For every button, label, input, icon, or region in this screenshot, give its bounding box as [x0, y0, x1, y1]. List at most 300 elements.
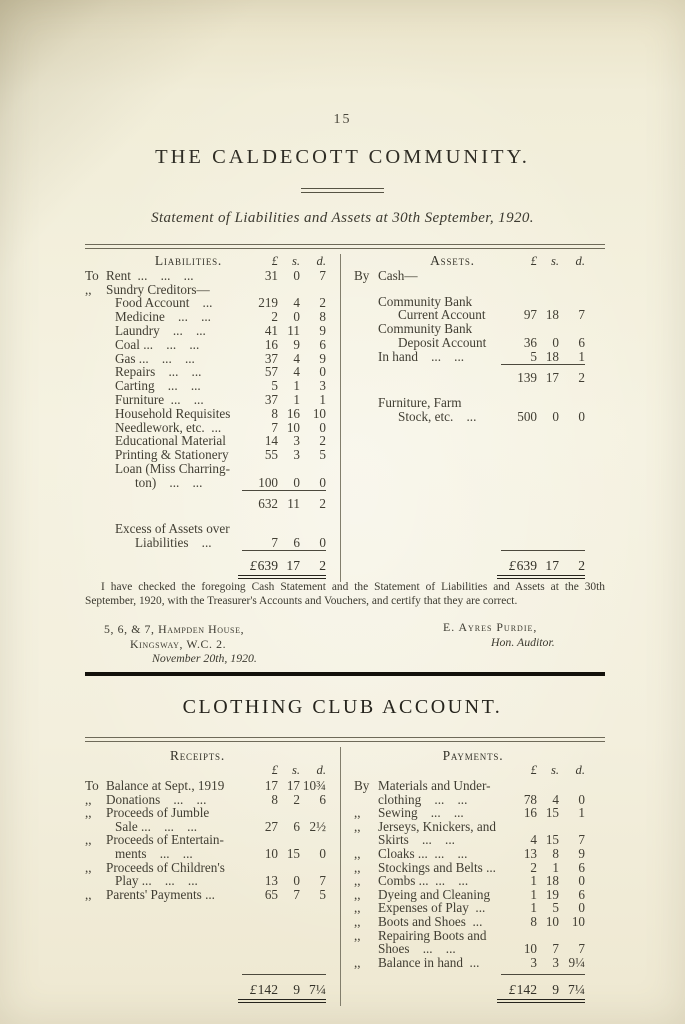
- pence-column-header: d.: [575, 254, 585, 268]
- amount-pence: 6: [578, 886, 585, 902]
- amount-shillings: 4: [552, 791, 559, 807]
- pounds-column-header: £: [271, 254, 278, 268]
- ditto-mark: ,,: [354, 886, 361, 902]
- amount-shillings: 1: [552, 859, 559, 875]
- total-row: [85, 981, 340, 997]
- amount-shillings: 11: [287, 322, 300, 338]
- amount-rule: [85, 550, 340, 557]
- amount-pounds: 27: [264, 818, 278, 834]
- ledger-row: [341, 350, 605, 364]
- amount-pounds: 78: [523, 791, 537, 807]
- ledger-row: [341, 308, 605, 322]
- row-label: ,, Balance in hand ...: [354, 954, 480, 970]
- amount-pounds: 219: [258, 295, 278, 311]
- amount-pounds: 16: [264, 336, 278, 352]
- amount-pounds: 1: [530, 900, 537, 916]
- row-label: Carting ... ...: [115, 378, 201, 394]
- row-label: ,, Sundry Creditors—: [85, 281, 210, 297]
- document-title: THE CALDECOTT COMMUNITY.: [155, 146, 530, 168]
- amount-shillings: 18: [545, 307, 559, 323]
- amount-pounds: 2: [271, 309, 278, 325]
- row-label: Food Account ...: [115, 295, 213, 311]
- ledger-row: [85, 296, 340, 310]
- amount-pence: 0: [578, 791, 585, 807]
- amount-pounds: 10: [264, 845, 278, 861]
- total-row: [341, 557, 605, 573]
- ledger-row: [341, 847, 605, 861]
- ledger-row: [341, 861, 605, 875]
- ledger-row: [341, 322, 605, 336]
- amount-shillings: 0: [293, 474, 300, 490]
- row-label: ,, Stockings and Belts ...: [354, 859, 496, 875]
- ledger-row: [85, 522, 340, 536]
- row-label: Community Bank: [378, 293, 473, 309]
- amount-pence: 7: [319, 873, 326, 889]
- ledger-row: [85, 476, 340, 490]
- amount-pounds: 7: [271, 419, 278, 435]
- row-label: ,, Dyeing and Cleaning: [354, 886, 491, 902]
- page-number: 15: [333, 112, 352, 127]
- amount-shillings: 17: [545, 557, 559, 573]
- table-top-rule: [85, 244, 605, 249]
- rule-line: [501, 974, 585, 981]
- ditto-mark: ,,: [85, 281, 92, 297]
- auditor-name: E. Ayres Purdie,: [443, 620, 538, 634]
- row-prefix: To: [85, 267, 99, 283]
- ledger-row: [341, 779, 605, 793]
- ledger-row: [85, 434, 340, 448]
- amount-shillings: 7: [552, 941, 559, 957]
- row-label: In hand ... ...: [378, 348, 465, 364]
- row-label: Sale ... ... ...: [115, 818, 198, 834]
- amount-pence: 10: [571, 913, 585, 929]
- amount-pounds: 8: [271, 791, 278, 807]
- row-label: Furniture, Farm: [378, 395, 462, 411]
- amount-pence: 6: [578, 334, 585, 350]
- ledger-row: [341, 295, 605, 309]
- row-label: ,, Sewing ... ...: [354, 805, 464, 821]
- amount-pence: 7: [578, 832, 585, 848]
- statement-table: [85, 244, 605, 582]
- row-label: Current Account: [398, 307, 486, 323]
- receipts-rows: [85, 779, 340, 1006]
- row-prefix: By: [354, 267, 370, 283]
- row-label: Educational Material: [115, 433, 226, 449]
- ledger-row: [85, 269, 340, 283]
- amount-shillings: 17: [286, 557, 300, 573]
- statement-subtitle: Statement of Liabilities and Assets at 30th September, 1920.: [151, 210, 534, 226]
- amount-pounds: 8: [530, 913, 537, 929]
- ledger-row: [341, 874, 605, 888]
- amount-pence: 10: [312, 405, 326, 421]
- ledger-row: [85, 888, 340, 902]
- row-label: Furniture ... ...: [115, 391, 204, 407]
- amount-pence: 1: [578, 348, 585, 364]
- row-label: To Rent ... ... ...: [85, 267, 194, 283]
- rule-line: [501, 364, 585, 371]
- clothing-club-title: CLOTHING CLUB ACCOUNT.: [182, 696, 503, 718]
- row-label: ,, Proceeds of Jumble: [85, 805, 210, 821]
- payments-rows: [341, 779, 605, 1006]
- assets-header: [341, 254, 605, 269]
- payments-title: Payments.: [442, 748, 504, 763]
- amount-pence: 1: [578, 805, 585, 821]
- ledger-row: [85, 847, 340, 861]
- row-gap: [341, 283, 605, 295]
- amount-shillings: 9: [552, 982, 559, 998]
- row-label: Laundry ... ...: [115, 322, 206, 338]
- amount-shillings: 17: [545, 369, 559, 385]
- amount-pence: 0: [578, 409, 585, 425]
- amount-pence: 5: [319, 447, 326, 463]
- amount-pounds: 65: [264, 886, 278, 902]
- receipts-title: Receipts.: [169, 748, 226, 763]
- amount-pence: 0: [319, 364, 326, 380]
- ledger-row: [85, 379, 340, 393]
- assets-column: [341, 254, 605, 582]
- ledger-row: [85, 806, 340, 820]
- row-label: ,, Jerseys, Knickers, and: [354, 818, 496, 834]
- ledger-row: [341, 410, 605, 424]
- liabilities-rows: [85, 269, 340, 582]
- amount-pounds: 4: [530, 832, 537, 848]
- amount-shillings: 2: [293, 791, 300, 807]
- row-label: ,, Boots and Shoes ...: [354, 913, 483, 929]
- ledger-row: [341, 793, 605, 807]
- ledger-row: [85, 365, 340, 379]
- amount-rule: [85, 974, 340, 981]
- rule-line: [497, 575, 585, 580]
- amount-pounds: £639: [508, 557, 537, 573]
- audit-date: November 20th, 1920.: [152, 651, 257, 665]
- address-line-2: Kingsway, W.C. 2.: [130, 636, 227, 651]
- row-label: ,, Expenses of Play ...: [354, 900, 486, 916]
- amount-pounds: £142: [508, 982, 537, 998]
- column-spacer: [341, 424, 605, 550]
- rule-line: [497, 999, 585, 1004]
- amount-pence: 1: [319, 391, 326, 407]
- amount-pence: 2: [578, 369, 585, 385]
- pence-column-header: d.: [316, 763, 326, 777]
- row-label: Printing & Stationery: [115, 447, 229, 463]
- shillings-column-header: s.: [550, 763, 559, 777]
- total-row: [341, 981, 605, 997]
- amount-pence: 5: [319, 886, 326, 902]
- ledger-row: [85, 324, 340, 338]
- amount-pence: 0: [578, 900, 585, 916]
- row-label: ,, Donations ... ...: [85, 791, 207, 807]
- amount-shillings: 0: [293, 309, 300, 325]
- rule-line: [242, 490, 326, 497]
- amount-shillings: 15: [545, 805, 559, 821]
- ditto-mark: ,,: [85, 791, 92, 807]
- ledger-row: [85, 793, 340, 807]
- amount-shillings: 6: [293, 535, 300, 551]
- ledger-row: [341, 888, 605, 902]
- receipts-column: [85, 747, 341, 1006]
- amount-pounds: 55: [264, 447, 278, 463]
- ledger-row: [85, 393, 340, 407]
- ditto-mark: ,,: [85, 886, 92, 902]
- amount-pounds: 8: [271, 405, 278, 421]
- payments-currency-header: [341, 764, 605, 779]
- ledger-row: [85, 861, 340, 875]
- amount-pounds: 57: [264, 364, 278, 380]
- ledger-row: [85, 352, 340, 366]
- ditto-mark: ,,: [354, 900, 361, 916]
- row-label: Needlework, etc. ...: [115, 419, 222, 435]
- amount-pence: 6: [319, 336, 326, 352]
- amount-shillings: 18: [545, 348, 559, 364]
- amount-pence: 7: [578, 307, 585, 323]
- amount-pounds: 5: [530, 348, 537, 364]
- row-label: Shoes ... ...: [378, 941, 456, 957]
- column-spacer: [85, 901, 340, 974]
- amount-rule: [341, 364, 605, 371]
- amount-shillings: 0: [293, 873, 300, 889]
- amount-pence: 7¼: [568, 982, 585, 998]
- ledger-row: [341, 929, 605, 943]
- ledger-row: [85, 310, 340, 324]
- amount-pounds: 5: [271, 378, 278, 394]
- ditto-mark: ,,: [85, 805, 92, 821]
- amount-pounds: 13: [264, 873, 278, 889]
- amount-shillings: 18: [545, 873, 559, 889]
- liabilities-title: Liabilities.: [154, 253, 223, 268]
- ledger-row: [85, 338, 340, 352]
- pound-sign: £: [249, 557, 257, 573]
- ledger-row: [85, 421, 340, 435]
- amount-pence: 9: [319, 322, 326, 338]
- audit-certification: I have checked the foregoing Cash Statement and the Statement of Liabilities and Assets at the 30th September, 1920, with the Treasurer's Accounts and Vouchers, and certify that they are correct.: [85, 581, 605, 607]
- amount-pence: 2: [578, 557, 585, 573]
- amount-pounds: 37: [264, 391, 278, 407]
- amount-pence: 6: [319, 791, 326, 807]
- address-line-1: 5, 6, & 7, Hampden House,: [104, 622, 245, 636]
- ditto-mark: ,,: [85, 859, 92, 875]
- rule-line: [501, 550, 585, 557]
- row-label: By Materials and Under-: [354, 778, 491, 793]
- amount-shillings: 0: [552, 334, 559, 350]
- amount-shillings: 3: [552, 954, 559, 970]
- total-row: [85, 557, 340, 573]
- amount-shillings: 11: [287, 495, 300, 511]
- ledger-row: [85, 283, 340, 297]
- ditto-mark: ,,: [354, 913, 361, 929]
- table-top-rule: [85, 737, 605, 742]
- ledger-row: [85, 407, 340, 421]
- amount-pounds: 97: [523, 307, 537, 323]
- amount-shillings: 15: [545, 832, 559, 848]
- shillings-column-header: s.: [291, 763, 300, 777]
- rule-line: [238, 575, 326, 580]
- ledger-row: [341, 942, 605, 956]
- pounds-column-header: £: [530, 254, 537, 268]
- pounds-column-header: £: [530, 763, 537, 777]
- amount-pounds: 41: [264, 322, 278, 338]
- ditto-mark: ,,: [354, 845, 361, 861]
- ledger-row: [341, 336, 605, 350]
- row-label: To Balance at Sept., 1919: [85, 778, 225, 793]
- pence-column-header: d.: [316, 254, 326, 268]
- pence-column-header: d.: [575, 763, 585, 777]
- row-label: Deposit Account: [398, 334, 487, 350]
- row-label: Liabilities ...: [135, 535, 212, 551]
- amount-shillings: 9: [293, 336, 300, 352]
- row-prefix: To: [85, 778, 99, 793]
- amount-shillings: 10: [545, 913, 559, 929]
- ledger-row: [341, 806, 605, 820]
- row-label: ,, Repairing Boots and: [354, 927, 487, 943]
- row-label: Household Requisites: [115, 405, 231, 421]
- amount-shillings: 16: [286, 405, 300, 421]
- total-double-rule: [341, 997, 605, 1007]
- ditto-mark: ,,: [354, 859, 361, 875]
- amount-pounds: 3: [530, 954, 537, 970]
- row-label: ,, Cloaks ... ... ...: [354, 845, 468, 861]
- amount-pence: 9: [319, 350, 326, 366]
- amount-shillings: 10: [286, 419, 300, 435]
- ledger-row: [341, 833, 605, 847]
- shillings-column-header: s.: [291, 254, 300, 268]
- row-label: ,, Parents' Payments ...: [85, 886, 215, 902]
- amount-shillings: 3: [293, 447, 300, 463]
- amount-pounds: 632: [258, 495, 278, 511]
- amount-shillings: 17: [286, 778, 300, 793]
- amount-pence: 2: [319, 295, 326, 311]
- ledger-row: [85, 497, 340, 511]
- amount-shillings: 1: [293, 378, 300, 394]
- amount-pounds: 10: [523, 941, 537, 957]
- title-double-rule: [301, 188, 384, 193]
- payments-column: [341, 747, 605, 1006]
- row-label: Play ... ... ...: [115, 873, 198, 889]
- amount-pence: 9¼: [568, 954, 585, 970]
- row-label: Medicine ... ...: [115, 309, 211, 325]
- amount-shillings: 5: [552, 900, 559, 916]
- row-label: Repairs ... ...: [115, 364, 202, 380]
- row-label: ments ... ...: [115, 845, 193, 861]
- receipts-currency-header: [85, 764, 340, 779]
- amount-pence: 6: [578, 859, 585, 875]
- auditor-title: Hon. Auditor.: [491, 635, 555, 649]
- ditto-mark: ,,: [354, 927, 361, 943]
- amount-shillings: 8: [552, 845, 559, 861]
- ledger-row: [341, 396, 605, 410]
- row-label: By Cash—: [354, 267, 418, 283]
- row-label: Loan (Miss Charring-: [115, 460, 231, 476]
- amount-pounds: 139: [517, 369, 537, 385]
- row-label: ton) ... ...: [135, 474, 203, 490]
- amount-pounds: 500: [517, 409, 537, 425]
- row-label: Coal ... ... ...: [115, 336, 200, 352]
- ledger-row: [85, 448, 340, 462]
- ditto-mark: ,,: [354, 873, 361, 889]
- amount-shillings: 6: [293, 818, 300, 834]
- amount-pence: 0: [319, 845, 326, 861]
- auditor-address-block: [104, 622, 257, 666]
- amount-pence: 9: [578, 845, 585, 861]
- amount-pence: 10¾: [302, 778, 326, 793]
- rule-line: [242, 550, 326, 557]
- amount-pence: 0: [319, 419, 326, 435]
- row-label: Skirts ... ...: [378, 832, 455, 848]
- row-prefix: By: [354, 778, 370, 793]
- amount-shillings: 15: [286, 845, 300, 861]
- clothing-club-table: [85, 737, 605, 1006]
- auditor-signature-block: [443, 620, 555, 650]
- liabilities-column: [85, 254, 341, 582]
- amount-pence: 8: [319, 309, 326, 325]
- amount-shillings: 19: [545, 886, 559, 902]
- amount-rule: [341, 550, 605, 557]
- pounds-column-header: £: [271, 763, 278, 777]
- amount-pence: 2: [319, 433, 326, 449]
- ledger-row: [341, 901, 605, 915]
- ledger-row: [85, 833, 340, 847]
- amount-shillings: 4: [293, 364, 300, 380]
- rule-line: [242, 974, 326, 981]
- amount-pence: 0: [578, 873, 585, 889]
- amount-rule: [85, 490, 340, 497]
- shillings-column-header: s.: [550, 254, 559, 268]
- ledger-row: [85, 536, 340, 550]
- rule-line: [238, 999, 326, 1004]
- ledger-row: [85, 820, 340, 834]
- ledger-row: [85, 779, 340, 793]
- row-label: Gas ... ... ...: [115, 350, 195, 366]
- row-label: ,, Proceeds of Children's: [85, 859, 225, 875]
- pound-sign: £: [249, 982, 257, 998]
- assets-rows: [341, 269, 605, 582]
- amount-shillings: 0: [293, 267, 300, 283]
- liabilities-header: [85, 254, 340, 269]
- amount-pounds: 16: [523, 805, 537, 821]
- amount-shillings: 3: [293, 433, 300, 449]
- assets-title: Assets.: [430, 253, 475, 268]
- amount-pounds: 7: [271, 535, 278, 551]
- amount-shillings: 4: [293, 350, 300, 366]
- amount-pence: 7: [319, 267, 326, 283]
- row-label: ,, Proceeds of Entertain-: [85, 832, 224, 848]
- amount-pence: 7¼: [309, 982, 326, 998]
- ledger-row: [341, 371, 605, 385]
- amount-pounds: 1: [530, 873, 537, 889]
- amount-pounds: 31: [264, 267, 278, 283]
- ditto-mark: ,,: [354, 818, 361, 834]
- amount-pounds: £142: [249, 982, 278, 998]
- amount-pence: 3: [319, 378, 326, 394]
- amount-pounds: 17: [264, 778, 278, 793]
- row-label: Excess of Assets over: [115, 521, 230, 537]
- amount-pounds: 13: [523, 845, 537, 861]
- amount-pounds: 14: [264, 433, 278, 449]
- amount-pounds: 1: [530, 886, 537, 902]
- amount-pence: 2: [319, 557, 326, 573]
- amount-shillings: 9: [293, 982, 300, 998]
- ledger-row: [341, 820, 605, 834]
- amount-pence: 2: [319, 495, 326, 511]
- ditto-mark: ,,: [354, 954, 361, 970]
- row-label: ,, Combs ... ... ...: [354, 873, 469, 889]
- amount-pence: 2½: [309, 818, 326, 834]
- amount-shillings: 0: [552, 409, 559, 425]
- amount-shillings: 7: [293, 886, 300, 902]
- amount-shillings: 4: [293, 295, 300, 311]
- ledger-row: [341, 956, 605, 970]
- pound-sign: £: [508, 557, 516, 573]
- amount-pence: 7: [578, 941, 585, 957]
